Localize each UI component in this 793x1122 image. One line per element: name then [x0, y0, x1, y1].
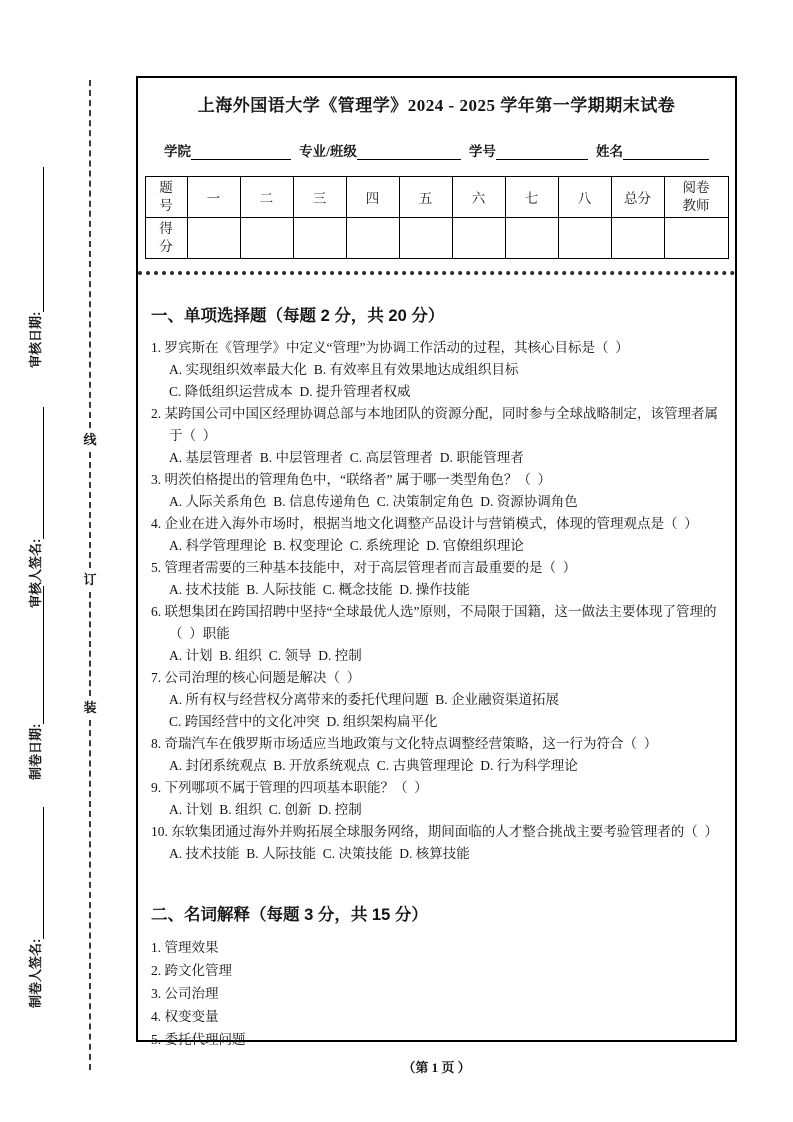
question-options: A. 科学管理理论 B. 权变理论 C. 系统理论 D. 官僚组织理论: [169, 538, 524, 553]
term-item: 2. 跨文化管理: [151, 963, 232, 978]
score-col-header: 总分: [611, 177, 664, 218]
score-cell-empty: [293, 218, 346, 259]
review-date-label: 审核日期:: [28, 311, 43, 368]
score-cell-empty: [558, 218, 611, 259]
score-cell-empty: [664, 218, 728, 259]
question-options: A. 计划 B. 组织 C. 领导 D. 控制: [169, 648, 362, 663]
score-table: [145, 176, 729, 259]
binding-dash-segment: [89, 592, 91, 696]
make-date-label: 制卷日期:: [28, 723, 43, 780]
score-cell-empty: [346, 218, 399, 259]
binding-dash-segment: [89, 80, 91, 428]
score-row-label-cell: [145, 218, 187, 259]
student-id-field: [469, 140, 588, 160]
score-col-header: 五: [399, 177, 452, 218]
binding-char-ding: 订: [83, 572, 97, 587]
review-signer-blank: [29, 407, 44, 539]
question-stem: 3. 明茨伯格提出的管理角色中，“联络者” 属于哪一类型角色？（ ）: [151, 472, 552, 487]
make-signer-field: [26, 807, 44, 1008]
student-id-label: 学号: [468, 144, 496, 159]
question-stem-continuation: 于（ ）: [169, 428, 217, 443]
exam-content: [138, 302, 735, 1051]
review-date-field: [26, 167, 44, 368]
score-col-header: 二: [240, 177, 293, 218]
student-info-line: [164, 140, 709, 160]
name-field: [596, 140, 709, 160]
page-number: （第 1 页 ）: [402, 1060, 471, 1075]
question-options: A. 人际关系角色 B. 信息传递角色 C. 决策制定角色 D. 资源协调角色: [169, 494, 578, 509]
name-blank: [623, 145, 709, 160]
score-col-header: 七: [505, 177, 558, 218]
score-col-header: 一: [187, 177, 240, 218]
term-item: 1. 管理效果: [151, 940, 219, 955]
question-options: C. 降低组织运营成本 D. 提升管理者权威: [169, 384, 411, 399]
question-options: A. 实现组织效率最大化 B. 有效率且有效果地达成组织目标: [169, 362, 519, 377]
exam-paper: [136, 76, 737, 1047]
make-date-blank: [29, 586, 44, 724]
question-options: A. 技术技能 B. 人际技能 C. 概念技能 D. 操作技能: [169, 582, 470, 597]
student-id-blank: [496, 145, 588, 160]
major-class-field: [299, 140, 461, 160]
make-signer-label: 制卷人签名:: [28, 938, 43, 1008]
question-stem: 4. 企业在进入海外市场时，根据当地文化调整产品设计与营销模式，体现的管理观点是（ ）: [151, 516, 698, 531]
score-table-header-row: [145, 177, 728, 218]
binding-dash-segment: [89, 452, 91, 568]
major-class-blank: [357, 145, 461, 160]
question-3: [151, 469, 722, 513]
score-cell-empty: [505, 218, 558, 259]
binding-dash-segment: [89, 720, 91, 1070]
grader-cell: [664, 177, 728, 218]
score-col-header: 六: [452, 177, 505, 218]
question-options: A. 封闭系统观点 B. 开放系统观点 C. 古典管理理论 D. 行为科学理论: [169, 758, 578, 773]
section2-heading: 二、名词解释（每题 3 分，共 15 分）: [151, 906, 428, 924]
grader-label: 阅卷教师: [682, 179, 710, 213]
page-title: 上海外国语大学《管理学》2024 - 2025 学年第一学期期末试卷: [197, 96, 676, 115]
question-stem-continuation: （ ）职能: [169, 626, 230, 641]
question-8: [151, 733, 722, 777]
score-col-header: 四: [346, 177, 399, 218]
question-options: A. 技术技能 B. 人际技能 C. 决策技能 D. 核算技能: [169, 846, 470, 861]
dotted-divider: [138, 271, 735, 275]
question-stem: 2. 某跨国公司中国区经理协调总部与本地团队的资源分配，同时参与全球战略制定，该管理者属: [151, 406, 718, 421]
question-6: [151, 601, 722, 667]
make-date-field: [26, 586, 44, 780]
question-10: [151, 821, 722, 865]
corner-label: 题号: [159, 179, 173, 213]
score-label: 得分: [159, 220, 173, 254]
score-cell-empty: [240, 218, 293, 259]
term-item: 4. 权变变量: [151, 1009, 219, 1024]
score-col-header: 三: [293, 177, 346, 218]
question-4: [151, 513, 722, 557]
review-signer-label: 审核人签名:: [28, 538, 43, 608]
score-cell-empty: [187, 218, 240, 259]
question-options: C. 跨国经营中的文化冲突 D. 组织架构扁平化: [169, 714, 438, 729]
question-stem: 9. 下列哪项不属于管理的四项基本职能？（ ）: [151, 780, 428, 795]
term-item: 3. 公司治理: [151, 986, 219, 1001]
score-col-header: 八: [558, 177, 611, 218]
name-label: 姓名: [596, 144, 623, 159]
college-blank: [191, 145, 291, 160]
score-cell-empty: [611, 218, 664, 259]
major-class-label: 专业/班级: [299, 144, 357, 159]
question-stem: 6. 联想集团在跨国招聘中坚持“全球最优人选”原则，不局限于国籍，这一做法主要体现了管理的: [151, 604, 717, 619]
section1-heading: 一、单项选择题（每题 2 分，共 20 分）: [151, 307, 445, 325]
binding-line: [82, 80, 98, 1070]
college-label: 学院: [164, 144, 191, 159]
review-date-blank: [29, 167, 44, 312]
question-9: [151, 777, 722, 821]
score-cell-empty: [452, 218, 505, 259]
question-5: [151, 557, 722, 601]
question-options: A. 所有权与经营权分离带来的委托代理问题 B. 企业融资渠道拓展: [169, 692, 560, 707]
question-stem: 8. 奇瑞汽车在俄罗斯市场适应当地政策与文化特点调整经营策略，这一行为符合（ ）: [151, 736, 658, 751]
score-corner-cell: [145, 177, 187, 218]
question-options: A. 计划 B. 组织 C. 创新 D. 控制: [169, 802, 362, 817]
question-stem: 5. 管理者需要的三种基本技能中，对于高层管理者而言最重要的是（ ）: [151, 560, 577, 575]
score-cell-empty: [399, 218, 452, 259]
binding-char-zhuang: 装: [83, 700, 97, 715]
question-stem: 1. 罗宾斯在《管理学》中定义“管理”为协调工作活动的过程，其核心目标是（ ）: [151, 340, 629, 355]
term-item: 5. 委托代理问题: [151, 1032, 246, 1047]
question-options: A. 基层管理者 B. 中层管理者 C. 高层管理者 D. 职能管理者: [169, 450, 524, 465]
question-stem: 7. 公司治理的核心问题是解决（ ）: [151, 670, 361, 685]
college-field: [164, 140, 291, 160]
make-signer-blank: [29, 807, 44, 939]
question-stem: 10. 东软集团通过海外并购拓展全球服务网络，期间面临的人才整合挑战主要考验管理者的（ ）: [151, 824, 718, 839]
question-2: [151, 403, 722, 469]
score-table-score-row: [145, 218, 728, 259]
question-7: [151, 667, 722, 733]
question-1: [151, 337, 722, 403]
binding-char-xian: 线: [83, 432, 97, 447]
review-signer-field: [26, 407, 44, 608]
